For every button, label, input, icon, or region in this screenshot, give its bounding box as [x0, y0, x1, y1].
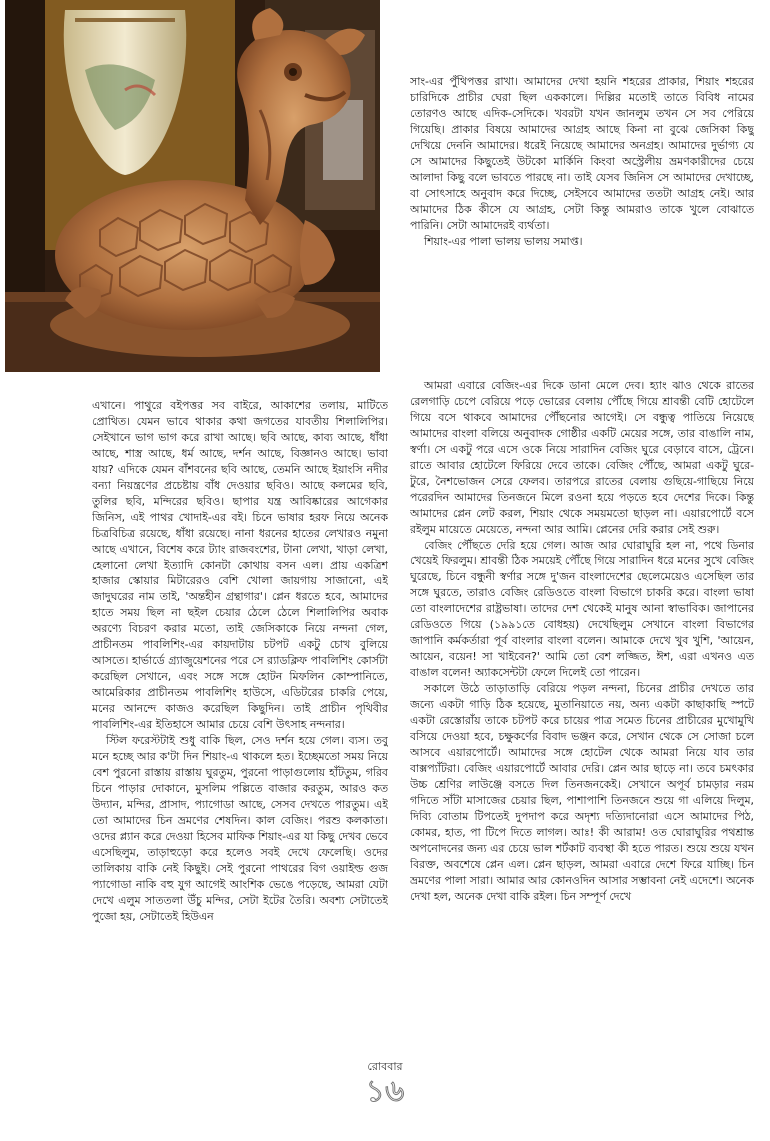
- paragraph: সকালে উঠে তাড়াতাড়ি বেরিয়ে পড়ল নন্দনা, চিনের প্রাচীর দেখতে তার জন্যে একটা গাড়ি ঠিক হয়েছে, মুতানিয়াতে নয়, অন্য একটা কাছাকাছি স্পটে একটা রেস্তোরাঁয় তাকে চটপট করে চায়ের পাত্র সমেত চিনের প্রাচীরের মুখোমুখি বসিয়ে দেওয়া হবে, চক্ষুকর্ণের বিবাদ ভঞ্জন করে, সেখান থেকে সে সোজা চলে আসবে এয়ারপোর্টে। আমাদের সঙ্গে হোটেল থেকে আমরা নিয়ে যাব তার বাক্সপ্যাঁটরা। বেজিং এয়ারপোর্টে আবার দেরি। প্লেন আর ছাড়ে না। তবে চমৎকার উচ্চ শ্রেণির লাউঞ্জে বসতে দিল তিনজনকেই। সেখানে অপূর্ব চামড়ার নরম গদিতে সাঁটা মাসাজের চেয়ার ছিল, পাশাপাশি তিনজনে শুয়ে গা এলিয়ে দিলুম, দিব্যি বোতাম টিপতেই দুপদাপ করে অদৃশ্য দত্যিদানোরা এসে আমাদের পিঠ, কোমর, হাত, পা টিপে দিতে লাগল। আঃ! কী আরাম! ওত ঘোরাঘুরির পথশ্রান্ত অপনোদনের জন্য এর চেয়ে ভাল শর্টকাট ব্যবস্থা কী হতে পারত। শুয়ে শুয়ে যখন বিরক্ত, অবশেষে প্লেন এল। প্লেন ছাড়ল, আমরা এবারে দেশে ফিরে যাচ্ছি। চিন ভ্রমণের পালা সারা। আমার আর কোনওদিন আসার সম্ভাবনা নেই এদেশে। অনেক দেখা হল, অনেক দেখা বাকি রইল। চিন সম্পূর্ণ দেখে: [410, 682, 754, 903]
- paragraph: বেজিং পৌঁছতে দেরি হয়ে গেল। আজ আর ঘোরাঘুরি হল না, পথে ডিনার খেয়েই ফিরলুম। শ্রাবন্তী ঠিক সময়েই পৌঁছে গিয়ে সারাদিন ধরে মনের সুখে বেজিং ঘুরেছে, চিনে বন্ধুনী স্বর্ণার সঙ্গে দু'জন বাংলাদেশের ছেলেমেয়েও এসেছিল তার সঙ্গে ঘুরতে, তারাও বেজিং রেডিওতে বাংলা বিভাগে চাকরি করে। বাংলা ভাষা তো বাংলাদেশের রাষ্ট্রভাষা। তাদের দেশ থেকেই মানুষ আনা স্বাভাবিক। জাপানের রেডিওতে গিয়ে (১৯৯১তে বোধহয়) দেখেছিলুম সেখানে বাংলা বিভাগের জাপানি কর্মকর্তারা পূর্ব বাংলার বাংলা বলেন। আমাকে দেখে খুব খুশি, 'আয়েন, আয়েন, বয়েন! সা খাইবেন?' আমি তো বেশ লজ্জিত, ঈশ, এরা এখনও এত বাঙাল বলেন! অ্যাকসেন্টটা ফেলে দিলেই তো পারেন।: [410, 538, 754, 680]
- paragraph: আমরা এবারে বেজিং-এর দিকে ডানা মেলে দেব। হ্যাং ঝাও থেকে রাতের রেলগাড়ি চেপে বেরিয়ে পড়ে ভোরের বেলায় পৌঁছে গিয়ে শ্রাবন্তী বেটি হোটেলে গিয়ে বসে থাকবে আমাদের পৌঁছনোর আগেই। সে বন্ধুত্ব পাতিয়ে নিয়েছে আমাদের বাংলা বলিয়ে অনুবাদক গোষ্ঠীর একটি মেয়ের সঙ্গে, তার বাঙালি নাম, স্বর্ণা। সে একটু পরে এসে ওকে নিয়ে সারাদিন বেজিং ঘুরে বেড়াবে বাসে, ট্রেনে। রাতে আবার হোটেলে ফিরিয়ে দেবে তাকে। বেজিং পৌঁছে, আমরা একটু ঘুরে-টুরে, নৈশভোজন সেরে ফেলব। তারপরে রাতের বেলায় গুছিয়ে-গাছিয়ে নিয়ে পরেরদিন আমাদের তিনজনে মিলে রওনা হয়ে পড়তে হবে দেশের দিকে। কিন্তু আমাদের প্লেন লেট করল, শিয়াং থেকে সময়মতো ছাড়ল না। এয়ারপোর্টে বসে রইলুম মায়েতে মেয়েতে, নন্দনা আর আমি। প্লেনের দেরি করার সেই শুরু।: [410, 379, 754, 536]
- page-number: ১৬: [365, 1074, 405, 1109]
- dragon-turtle-carving-image: [5, 0, 380, 372]
- magazine-name: রোববার: [367, 1060, 403, 1073]
- paragraph: সাং-এর পুঁথিপত্তর রাখা। আমাদের দেখা হয়নি শহরের প্রাকার, শিয়াং শহরের চারিদিকে প্রাচীর ঘেরা ছিল এককালে। দিল্লির মতোই তাতে বিবিধ নামের তোরণও আছে এদিক-সেদিকে। খবরটা যখন জানলুম তখন সে সব পেরিয়ে গিয়েছি। প্রাকার বিষয়ে আমাদের আগ্রহ আছে কিনা না বুঝে জেসিকা কিছু দেখিয়ে দেননি আমাদের। ধরেই নিয়েছে আমাদের অনগ্রহ। আমাদের দুর্ভাগ্য যে সে আমাদের কিছুতেই উটকো মার্কিনি কিংবা অস্ট্রেলীয় ভ্রমণকারীদের চেয়ে আলাদা কিছু বলে ভাবতে পারছে না। তাই যেসব জিনিস সে আমাদের দেখাচ্ছে, বা সোৎসাহে অনুবাদ করে দিচ্ছে, সেইসবে আমাদের ততটা আগ্রহ নেই। আর আমাদের ঠিক কীসে যে আগ্রহ, সেটা কিন্তু আমরাও তাকে খুলে বোঝাতে পারিনি। সেটা আমাদেরই ব্যর্থতা।: [410, 75, 754, 232]
- page-footer: [355, 1058, 415, 1107]
- article-column-right-top: [410, 74, 754, 378]
- paragraph: শিয়াং-এর পালা ভালয় ভালয় সমাপ্ত।: [424, 234, 583, 248]
- paragraph: স্টিল ফরেস্টটাই শুধু বাকি ছিল, সেও দর্শন হয়ে গেল। ব্যস। তবু মনে হচ্ছে আর ক'টা দিন শিয়াং-এ থাকলে হত। ইচ্ছেমতো সময় নিয়ে বেশ পুরনো রাস্তায় রাস্তায় ঘুরতুম, পুরনো পাড়াগুলোয় হাঁটতুম, গরিব চিনে পাড়ার দোকানে, মুসলিম পল্লিতে বাজার করতুম, আরও কত উদ্যান, মন্দির, প্রাসাদ, প্যাগোডা আছে, সেসব দেখতে পারতুম। এই তো আমাদের চিন ভ্রমণের শেষদিন। কাল বেজিং। পরশু কলকাতা। ওদের প্ল্যান করে দেওয়া হিসেব মাফিক শিয়াং-এর যা কিছু দেখব ভেবে এসেছিলুম, তাড়াহুড়ো করে হলেও সবই দেখে ফেলেছি। ওদের তালিকায় বাকি নেই কিছুই। সেই পুরনো পাথরের বিগ ওয়াইল্ড গুজ প্যাগোডা নাকি বহু যুগ আগেই আংশিক ভেঙে পড়েছে, আমরা যেটা দেখে এলুম সাততলা উঁচু মন্দির, সেটা ইটের তৈরি। অবশ্য সেটাতেই পুজো হয়, সেটাতেই হিউএন: [92, 734, 388, 923]
- article-column-right-bottom: [410, 378, 754, 1038]
- article-photo: [5, 0, 380, 372]
- paragraph: এখানে। পাথুরে বইপত্তর সব বাইরে, আকাশের তলায়, মাটিতে প্রোথিত। যেমন ভাবে থাকার কথা জগতের যাবতীয় শিলালিপির। সেইখানে ভাগ ভাগ করে রাখা আছে। ছবি আছে, কাব্য আছে, ধাঁধা আছে, শাস্ত্র আছে, ধর্ম আছে, দর্শন আছে, বিজ্ঞানও আছে। ভাবা যায়? এদিকে যেমন বাঁশবনের ছবি আছে, তেমনি আছে ইয়াংসি নদীর বন্যা নিয়ন্ত্রণের প্রচেষ্টায় বাঁধ দেওয়ার ছবিও। আছে কলমের ছবি, তুলির ছবি, মন্দিরের ছবিও। ছাপার যন্ত্র আবিষ্কারের আগেকার জিনিস, এই পাথর খোদাই-এর বই। চিনে ভাষার হরফ নিয়ে অনেক চিত্রবিচিত্র রয়েছে, ধাঁধা রয়েছে। নানা ধরনের হাতের লেখারও নমুনা আছে এখানে, বিশেষ করে ট্যাং রাজবংশের, টানা লেখা, খাড়া লেখা, হেলানো লেখা ইত্যাদি কোনটা কোথায় বসন এল। প্রায় একত্রিশ হাজার স্কোয়ার মিটারেরও বেশি খোলা জায়গায় সাজানো, এই জাদুঘরের নাম তাই, 'অন্তহীন গ্রন্থাগার'। প্লেন ধরতে হবে, আমাদের হাতে সময় ছিল না ছইল চেয়ার ঠেলে ঠেলে শিলালিপির অবাক অরণ্যে বিচরণ করার মতো, তাই জেসিকাকে নিয়ে নন্দনা গেল, প্রাচীনতম পাবলিশিং-এর কায়দাটায় চটপট একটু চোখ বুলিয়ে আসতে। হার্ভার্ডে গ্র্যাজুয়েশনের পরে সে র‍্যাডক্লিফ পাবলিশিং কোর্সটা করেছিল সেখানে, এবং সঙ্গে সঙ্গে হোটন মিফলিন কোম্পানিতে, আমেরিকার প্রাচীনতম পাবলিশিং হাউসে, এডিটরের চাকরি পেয়ে, মনের আনন্দে কাজও করেছিল কিছুদিন। তাই প্রাচীন পৃথিবীর পাবলিশিং-এর ইতিহাসে আমার চেয়ে বেশি উৎসাহ নন্দনার।: [92, 399, 388, 732]
- article-column-left: [92, 398, 388, 1038]
